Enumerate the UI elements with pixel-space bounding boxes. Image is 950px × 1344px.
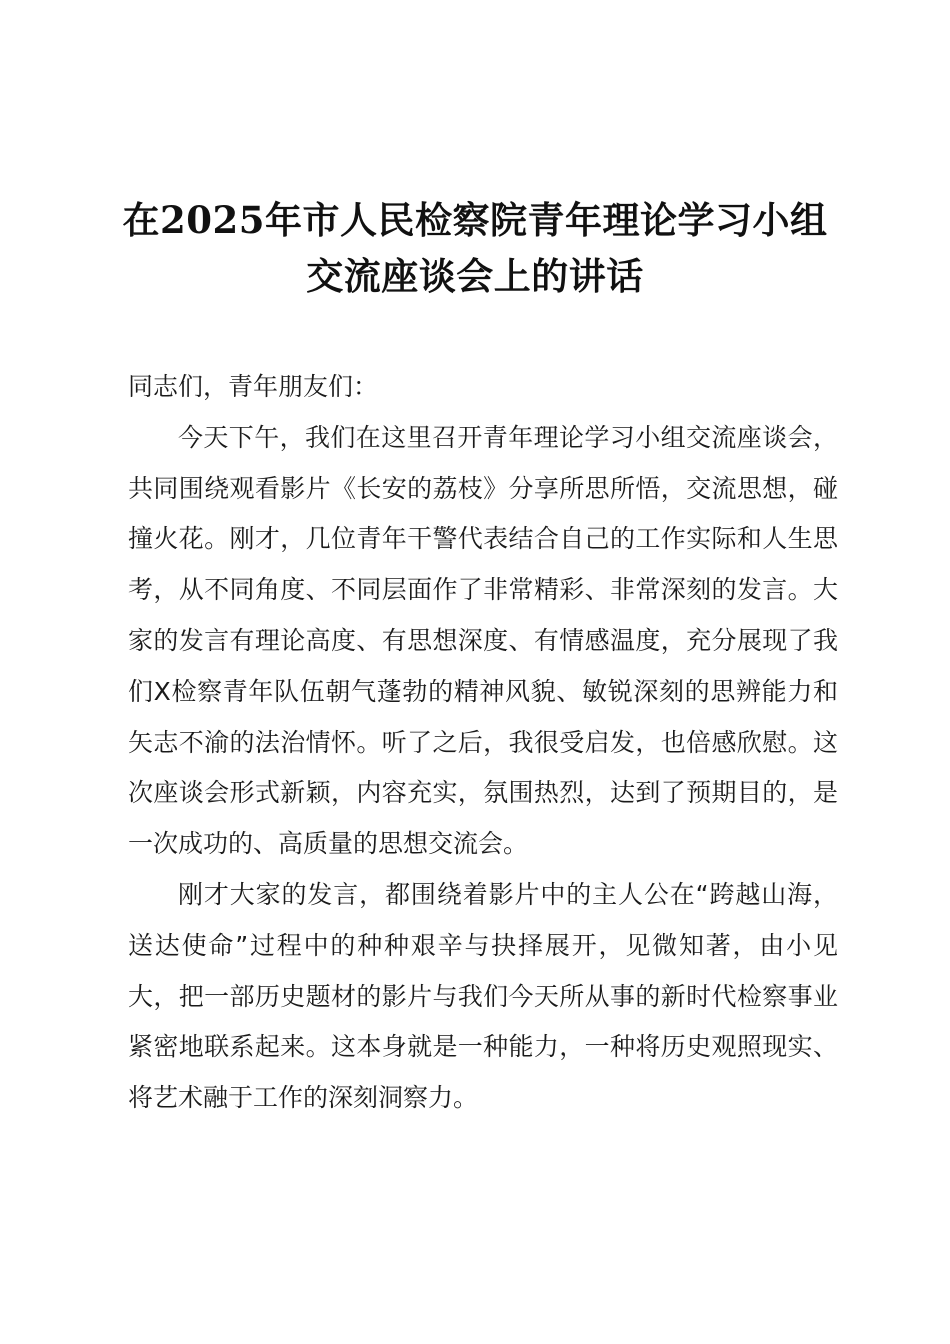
paragraph-1: 今天下午，我们在这里召开青年理论学习小组交流座谈会，共同围绕观看影片《长安的荔枝》分享所思所悟，交流思想，碰撞火花。刚才，几位青年干警代表结合自己的工作实际和人生思考，从不同角度、不同层面作了非常精彩、非常深刻的发言。大家的发言有理论高度、有思想深度、有情感温度，充分展现了我们X检察青年队伍朝气蓬勃的精神风貌、敏锐深刻的思辨能力和矢志不渝的法治情怀。听了之后，我很受启发，也倍感欣慰。这次座谈会形式新颖，内容充实，氛围热烈，达到了预期目的，是一次成功的、高质量的思想交流会。	[128, 422, 838, 859]
document-title: 在2025年市人民检察院青年理论学习小组交流座谈会上的讲话	[122, 198, 828, 298]
document-body	[128, 362, 838, 1124]
paragraph-2: 刚才大家的发言，都围绕着影片中的主人公在“跨越山海，送达使命”过程中的种种艰辛与抉择展开，见微知著，由小见大，把一部历史题材的影片与我们今天所从事的新时代检察事业紧密地联系起来。这本身就是一种能力，一种将历史观照现实、将艺术融于工作的深刻洞察力。	[128, 879, 838, 1113]
salutation: 同志们，青年朋友们：	[128, 372, 379, 401]
